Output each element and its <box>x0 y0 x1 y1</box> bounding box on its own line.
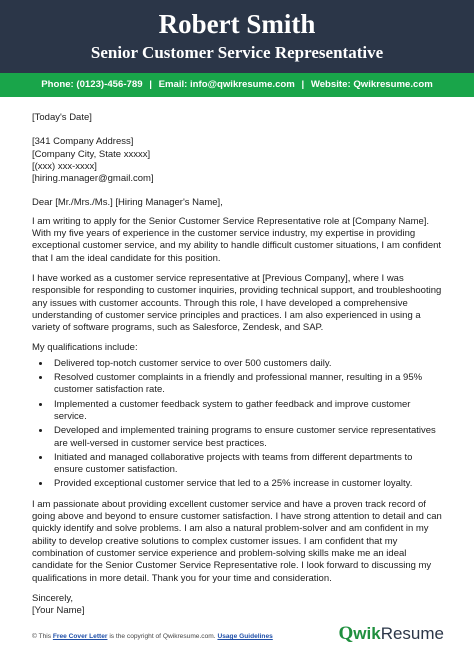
usage-guidelines-link[interactable]: Usage Guidelines <box>217 633 273 640</box>
logo-resume: Resume <box>380 624 444 643</box>
signature: [Your Name] <box>32 605 85 617</box>
qualifications-list <box>32 358 444 491</box>
applicant-name: Robert Smith <box>158 9 316 39</box>
address-line: [hiring.manager@gmail.com] <box>32 173 154 185</box>
contact-phone: Phone: (0123)-456-789 <box>41 79 143 90</box>
salutation: Dear [Mr./Mrs./Ms.] [Hiring Manager's Name], <box>32 197 223 209</box>
address-line: [(xxx) xxx-xxxx] <box>32 160 97 172</box>
copyright-prefix: © This <box>32 633 52 640</box>
letter-body <box>32 112 444 617</box>
contact-website: Website: Qwikresume.com <box>310 79 433 90</box>
paragraph-closing: I am passionate about providing excellent customer service and have a proven track record of going above and beyond to ensure customer satisfaction. I have strong attention to detail and can quickly identify and solve problems. I am also a natural problem-solver and am confident in my ability to develop creative solutions to complex customer issues. I am confident that my combination of customer service experience and problem-solving skills make me an ideal candidate for the Senior Customer Service Representative role. I look forward to discussing my qualifications in more detail. Thank you for your time and consideration. <box>32 498 442 584</box>
logo-q: Q <box>338 623 354 644</box>
address-line: [Company City, State xxxxx] <box>32 148 151 160</box>
list-item: • Implemented a customer feedback system to gather feedback and improve customer service. <box>51 399 444 424</box>
address-line: [341 Company Address] <box>32 136 134 148</box>
qwikresume-logo <box>339 624 445 644</box>
paragraph-experience: I have worked as a customer service representative at [Previous Company], where I was responsible for responding to customer inquiries, providing technical support, and troubleshooting any issues with customer accounts. Through this role, I have developed a comprehensive understanding of customer service principles and practices. I am also experienced in using a variety of software programs, such as Salesforce, Zendesk, and SAP. <box>32 272 442 334</box>
copyright-text: is the copyright of Qwikresume.com. <box>109 633 216 640</box>
list-item: • Resolved customer complaints in a friendly and professional manner, resulting in a 95% customer satisfaction rate. <box>51 372 444 397</box>
qualifications-intro: My qualifications include: <box>32 342 138 354</box>
letter-date: [Today's Date] <box>32 112 92 123</box>
free-cover-letter-link[interactable]: Free Cover Letter <box>52 633 108 640</box>
list-item: • Initiated and managed collaborative projects with teams from different departments to ensure customer satisfaction. <box>51 452 444 477</box>
list-item: • Provided exceptional customer service that led to a 25% increase in customer loyalty. <box>51 478 444 490</box>
list-item: • Developed and implemented training programs to ensure customer service representatives are well-versed in customer service best practices. <box>51 425 444 450</box>
closing: Sincerely, <box>32 592 74 604</box>
job-title: Senior Customer Service Representative <box>90 43 384 62</box>
contact-email: Email: info@qwikresume.com <box>158 79 295 90</box>
contact-separator: | <box>149 79 152 90</box>
logo-wik: wik <box>353 624 381 643</box>
list-item: • Delivered top-notch customer service to over 500 customers daily. <box>51 358 444 370</box>
paragraph-intro: I am writing to apply for the Senior Customer Service Representative role at [Company Name]. With my five years of experience in the customer service industry, my expertise in providing exceptional customer service, and my ability to handle difficult customer situations, I am confident that I am the ideal candidate for this position. <box>32 215 442 264</box>
contact-separator: | <box>301 79 305 90</box>
copyright-footer <box>32 633 273 640</box>
contact-bar <box>0 73 474 97</box>
resume-header <box>0 0 474 73</box>
